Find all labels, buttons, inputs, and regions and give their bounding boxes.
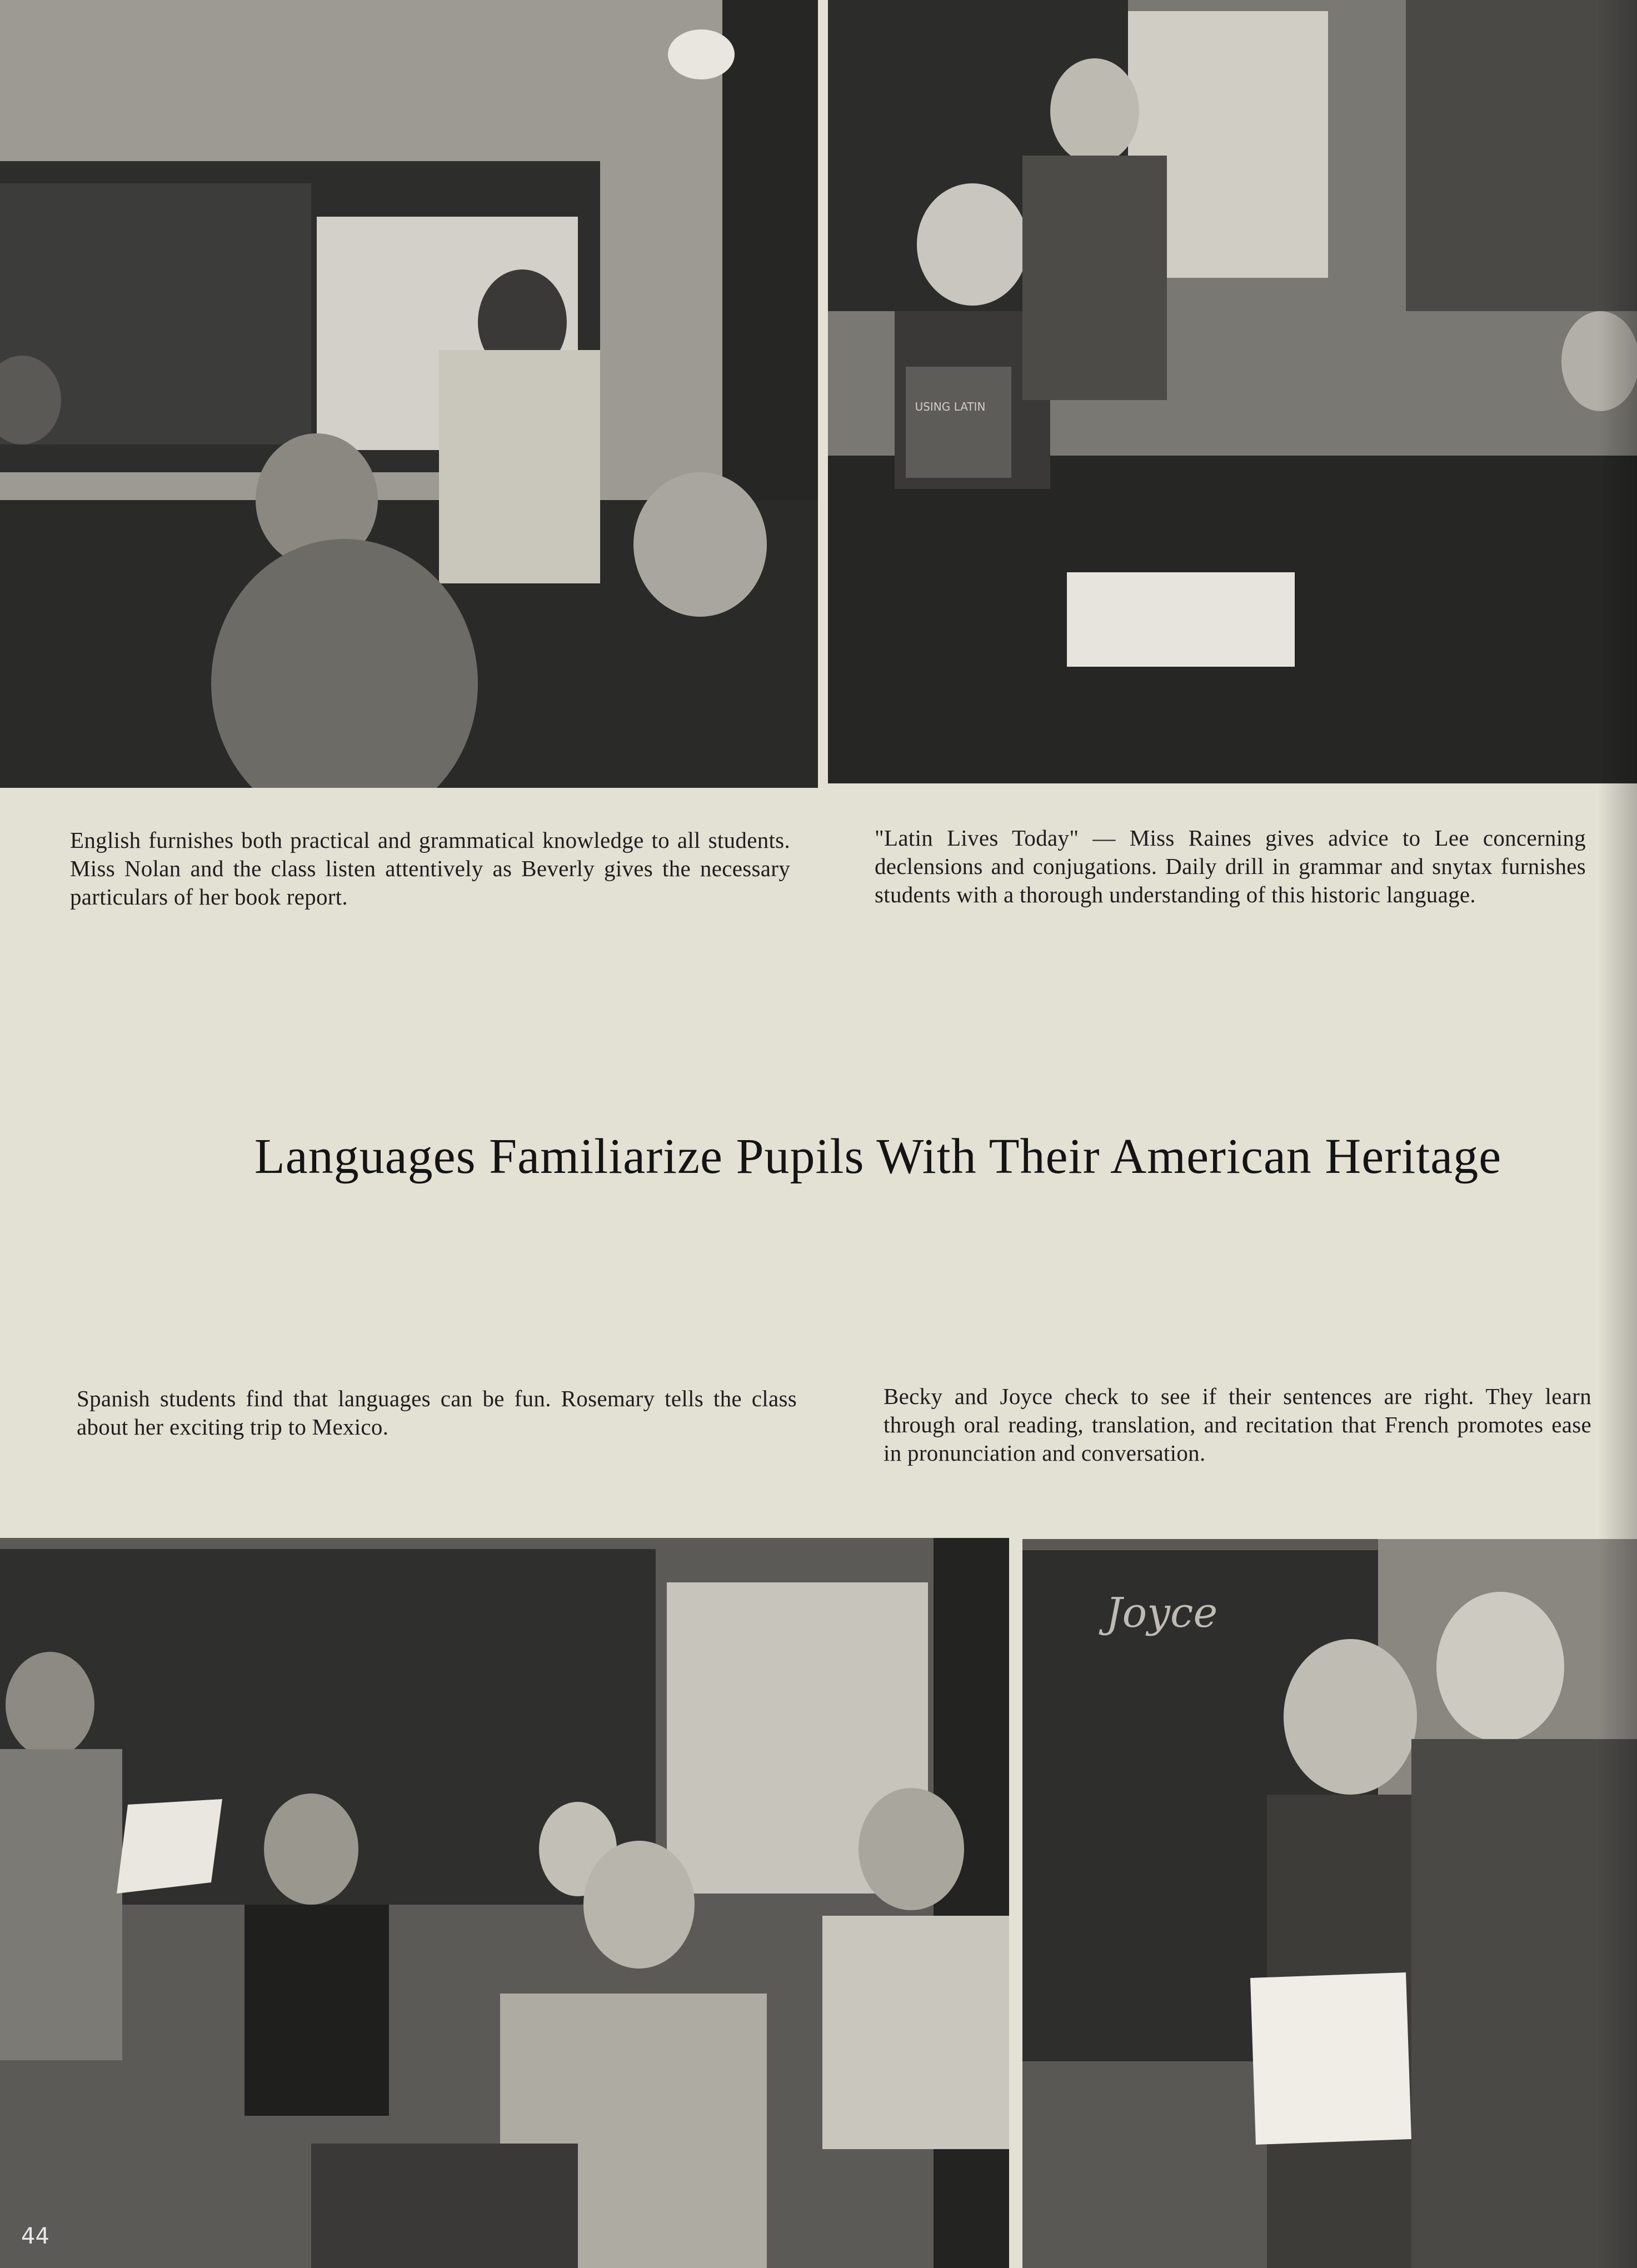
english-class-photo [0,0,818,788]
french-caption: Becky and Joyce check to see if their sentences are right. They learn through oral reading, translation, and recitation that French promotes ease in pronunciation and conversation. [884,1383,1591,1466]
latin-caption: "Latin Lives Today" — Miss Raines gives advice to Lee concerning declensions and conjugations. Daily drill in grammar and snytax furnishes students with a thorough understanding of this historic language. [875,825,1586,907]
spanish-class-scene [0,1538,1009,2268]
spanish-caption: Spanish students find that languages can be fun. Rosemary tells the class about her exciting trip to Mexico. [77,1386,797,1440]
latin-class-scene [828,0,1637,783]
english-caption: English furnishes both practical and grammatical knowledge to all students. Miss Nolan and the class listen attentively as Beverly gives the necessary particulars of her book report. [70,827,790,910]
french-class-scene [1022,1539,1637,2268]
spine-shadow [1598,0,1637,2268]
english-class-scene [0,0,818,788]
latin-class-photo [828,0,1637,783]
using-latin-book-title: USING LATIN [915,400,986,413]
chalkboard-name: Joyce [1106,1589,1218,1637]
page-headline: Languages Familiarize Pupils With Their American Heritage [254,1129,1502,1184]
page-number: 44 [21,2224,49,2249]
spanish-class-photo [0,1538,1009,2268]
french-class-photo [1022,1539,1637,2268]
